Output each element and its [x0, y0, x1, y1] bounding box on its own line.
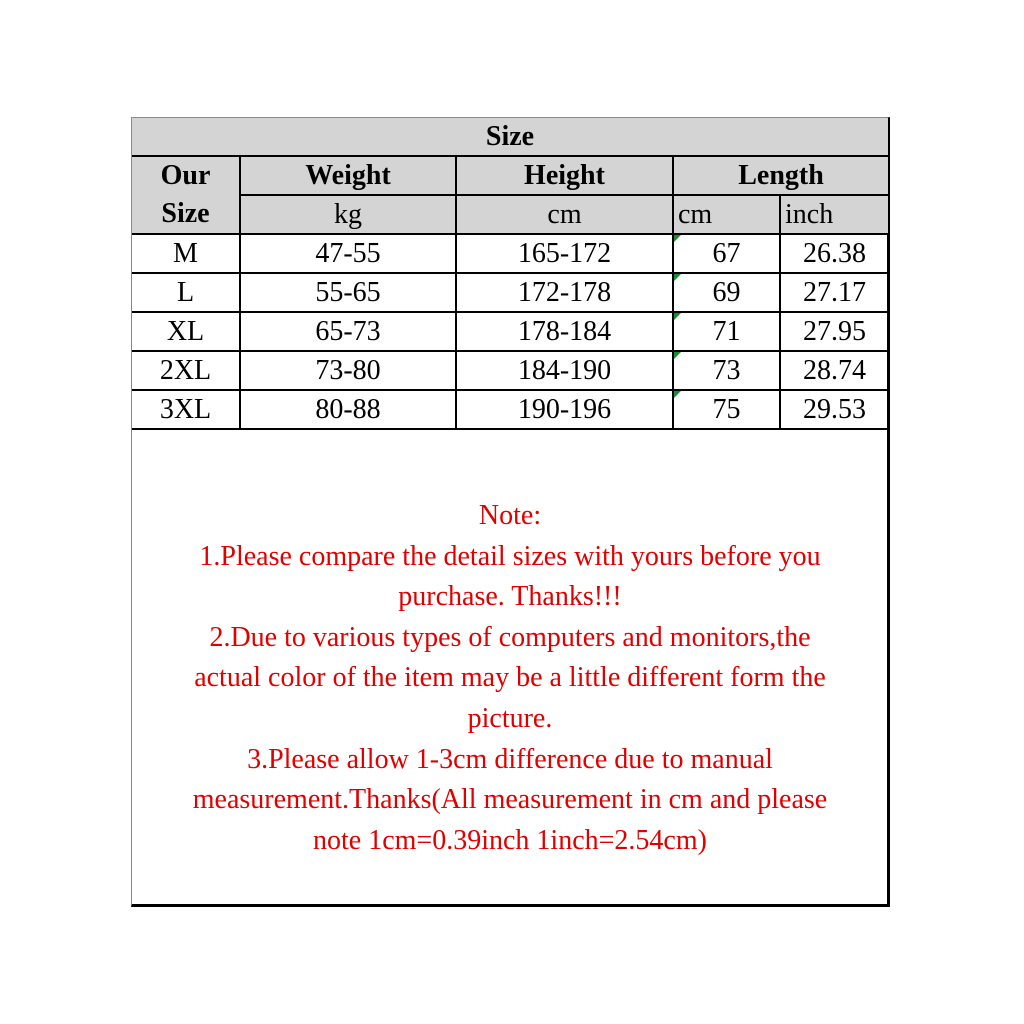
size-chart-sheet — [131, 117, 890, 907]
cell-weight: 65-73 — [240, 312, 456, 351]
note-line: purchase. Thanks!!! — [398, 581, 622, 613]
unit-height: cm — [456, 195, 673, 234]
cell-length-inch: 26.38 — [780, 234, 888, 273]
header-our-size — [132, 156, 240, 234]
header-row — [132, 156, 888, 195]
header-our-size-line2: Size — [161, 198, 210, 229]
note-heading: Note: — [478, 500, 542, 531]
unit-length-cm: cm — [673, 195, 780, 234]
cell-length-inch: 29.53 — [780, 390, 888, 429]
header-height: Height — [456, 156, 673, 195]
note-line: picture. — [467, 702, 553, 734]
unit-length-inch: inch — [780, 195, 888, 234]
cell-height: 178-184 — [456, 312, 673, 351]
cell-weight: 55-65 — [240, 273, 456, 312]
note-line: 3.Please allow 1-3cm difference due to manual — [247, 743, 773, 775]
table-row — [132, 273, 888, 312]
cell-length-cm-value: 71 — [712, 316, 741, 347]
note-line: measurement.Thanks(All measurement in cm and please — [192, 784, 828, 816]
cell-height: 184-190 — [456, 351, 673, 390]
cell-height: 190-196 — [456, 390, 673, 429]
note-line: 2.Due to various types of computers and monitors,the — [209, 621, 811, 653]
cell-size: L — [132, 273, 240, 312]
cell-length-cm — [673, 390, 780, 429]
table-title-row — [132, 118, 888, 156]
cell-marker-icon — [674, 391, 681, 398]
cell-weight: 47-55 — [240, 234, 456, 273]
cell-length-cm-value: 67 — [712, 238, 741, 269]
cell-height: 172-178 — [456, 273, 673, 312]
cell-length-cm — [673, 351, 780, 390]
cell-length-cm-value: 73 — [712, 355, 741, 386]
note-block — [132, 496, 888, 861]
cell-length-cm-value: 75 — [712, 394, 741, 425]
cell-marker-icon — [674, 313, 681, 320]
table-row — [132, 351, 888, 390]
note-line: note 1cm=0.39inch 1inch=2.54cm) — [313, 824, 707, 856]
cell-length-inch: 27.17 — [780, 273, 888, 312]
cell-weight: 73-80 — [240, 351, 456, 390]
size-table — [132, 118, 888, 430]
cell-size: 2XL — [132, 351, 240, 390]
cell-length-cm — [673, 273, 780, 312]
note-line: actual color of the item may be a little different form the — [194, 662, 826, 694]
note-line: 1.Please compare the detail sizes with yours before you — [199, 540, 821, 572]
cell-size: 3XL — [132, 390, 240, 429]
cell-height: 165-172 — [456, 234, 673, 273]
cell-length-cm — [673, 234, 780, 273]
cell-length-cm — [673, 312, 780, 351]
cell-size: XL — [132, 312, 240, 351]
table-title: Size — [132, 118, 888, 156]
table-row — [132, 234, 888, 273]
header-weight: Weight — [240, 156, 456, 195]
cell-marker-icon — [674, 235, 681, 242]
cell-marker-icon — [674, 274, 681, 281]
table-row — [132, 312, 888, 351]
cell-length-inch: 28.74 — [780, 351, 888, 390]
header-our-size-line1: Our — [160, 160, 211, 191]
cell-size: M — [132, 234, 240, 273]
cell-marker-icon — [674, 352, 681, 359]
table-row — [132, 390, 888, 429]
cell-length-inch: 27.95 — [780, 312, 888, 351]
header-length: Length — [673, 156, 888, 195]
unit-weight: kg — [240, 195, 456, 234]
cell-weight: 80-88 — [240, 390, 456, 429]
cell-length-cm-value: 69 — [712, 277, 741, 308]
unit-row — [132, 195, 888, 234]
